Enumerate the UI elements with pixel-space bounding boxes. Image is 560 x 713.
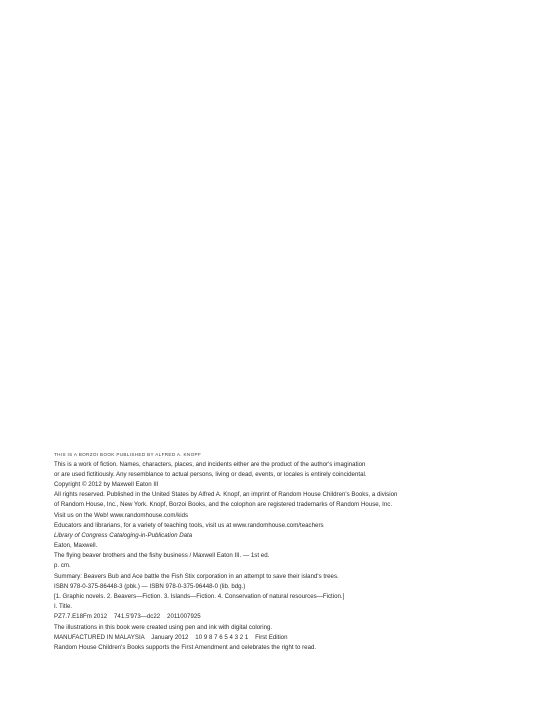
rights-line-2: of Random House, Inc., New York. Knopf, Borzoi Books, and the colophon are registered trademarks of Random House, Inc. bbox=[54, 501, 393, 509]
educators-line: Educators and librarians, for a variety of teaching tools, visit us at www.randomhouse.com/teachers bbox=[54, 521, 324, 529]
cip-title-entry: I. Title. bbox=[54, 603, 73, 611]
cip-summary: Summary: Beavers Bub and Ace battle the Fish Stix corporation in an attempt to save their island's trees. bbox=[54, 572, 339, 580]
rights-line-1: All rights reserved. Published in the United States by Alfred A. Knopf, an imprint of Random House Children's Books, a division bbox=[54, 491, 398, 499]
cip-heading: Library of Congress Cataloging-in-Publication Data bbox=[54, 531, 193, 539]
cip-classification: PZ7.7.E18Fm 2012 741.5'973—dc22 2011007925 bbox=[54, 613, 201, 621]
manufacturing-line: MANUFACTURED IN MALAYSIA January 2012 10 9 8 7 6 5 4 3 2 1 First Edition bbox=[54, 633, 288, 641]
fiction-disclaimer-line-2: or are used fictitiously. Any resemblance to actual persons, living or dead, events, or locales is entirely coincidental. bbox=[54, 470, 367, 478]
illustrations-note: The illustrations in this book were created using pen and ink with digital coloring. bbox=[54, 623, 273, 631]
cip-subjects: [1. Graphic novels. 2. Beavers—Fiction. 3. Islands—Fiction. 4. Conservation of natural resources—Fiction.] bbox=[54, 593, 345, 601]
copyright-notice: Copyright © 2012 by Maxwell Eaton III bbox=[54, 480, 159, 488]
cip-title: The flying beaver brothers and the fishy business / Maxwell Eaton III. — 1st ed. bbox=[54, 552, 270, 560]
copyright-block bbox=[54, 451, 524, 653]
fiction-disclaimer-line-1: This is a work of fiction. Names, characters, places, and incidents either are the product of the author's imagination bbox=[54, 460, 366, 468]
cip-author: Eaton, Maxwell. bbox=[54, 542, 98, 550]
cip-isbn: ISBN 978-0-375-86448-3 (pbk.) — ISBN 978-0-375-96448-0 (lib. bdg.) bbox=[54, 582, 246, 590]
first-amendment-line: Random House Children's Books supports the First Amendment and celebrates the right to read. bbox=[54, 643, 317, 651]
imprint-line: THIS IS A BORZOI BOOK PUBLISHED BY ALFRED A. KNOPF bbox=[54, 452, 202, 457]
website-line: Visit us on the Web! www.randomhouse.com/kids bbox=[54, 511, 189, 519]
cip-pages: p. cm. bbox=[54, 562, 71, 570]
